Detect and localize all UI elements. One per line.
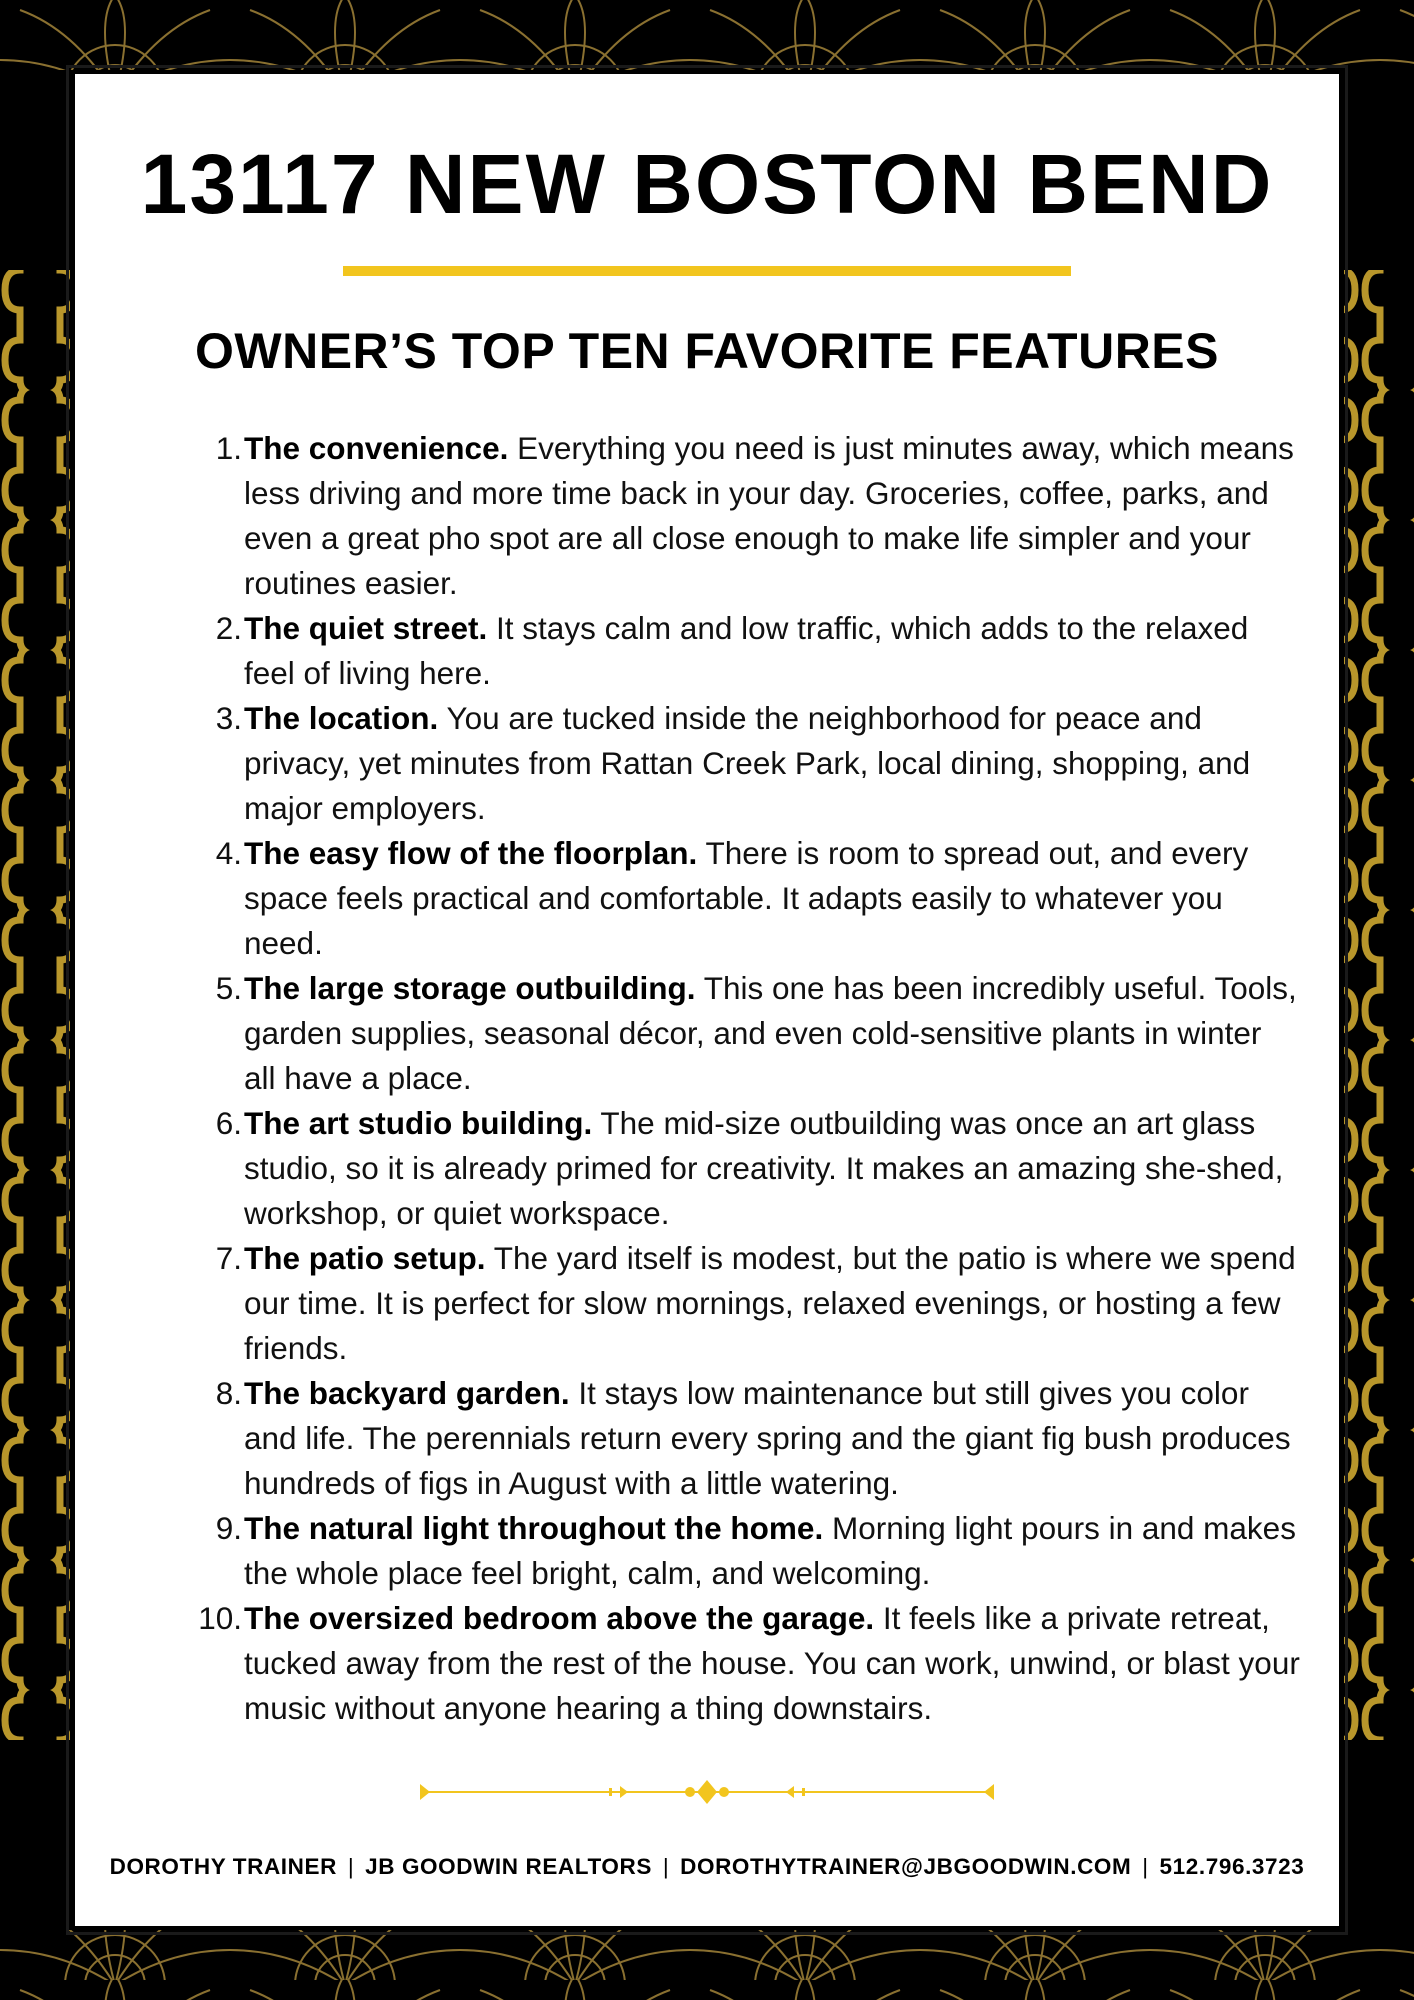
brokerage-name: JB GOODWIN REALTORS	[365, 1854, 652, 1879]
item-number: 4.	[215, 835, 242, 871]
item-text: The mid-size outbuilding was once an art glass studio, so it is already primed for creativity. It makes an amazing she-shed, workshop, or quiet workspace.	[244, 1105, 1284, 1231]
agent-name: DOROTHY TRAINER	[109, 1854, 337, 1879]
list-item	[170, 606, 1300, 696]
item-text: You are tucked inside the neighborhood for peace and privacy, yet minutes from Rattan Creek Park, local dining, shopping, and major employers.	[244, 700, 1251, 826]
agent-email: DOROTHYTRAINER@JBGOODWIN.COM	[680, 1854, 1132, 1879]
item-text: This one has been incredibly useful. Tools, garden supplies, seasonal décor, and even cold-sensitive plants in winter all have a place.	[244, 970, 1297, 1096]
list-item	[170, 426, 1300, 606]
item-text: Morning light pours in and makes the whole place feel bright, calm, and welcoming.	[244, 1510, 1296, 1591]
features-list	[170, 426, 1300, 1731]
item-lead: The oversized bedroom above the garage.	[244, 1600, 875, 1636]
item-lead: The convenience.	[244, 430, 509, 466]
agent-contact-footer	[75, 1854, 1339, 1880]
section-title: OWNER’S TOP TEN FAVORITE FEATURES	[195, 323, 1219, 379]
item-lead: The art studio building.	[244, 1105, 593, 1141]
list-item	[170, 1596, 1300, 1731]
item-lead: The patio setup.	[244, 1240, 486, 1276]
item-number: 7.	[215, 1240, 242, 1276]
list-item	[170, 831, 1300, 966]
item-text: It stays calm and low traffic, which adds to the relaxed feel of living here.	[244, 610, 1249, 691]
item-number: 10.	[198, 1600, 242, 1636]
item-number: 8.	[215, 1375, 242, 1411]
footer-separator: |	[1142, 1854, 1149, 1879]
footer-separator: |	[347, 1854, 355, 1879]
property-address: 13117 NEW BOSTON BEND	[140, 137, 1274, 231]
list-item	[170, 1371, 1300, 1506]
item-number: 2.	[215, 610, 242, 646]
list-item	[170, 696, 1300, 831]
title-underline	[343, 266, 1071, 276]
agent-phone: 512.796.3723	[1159, 1854, 1305, 1879]
ornamental-divider	[420, 1777, 994, 1807]
flyer-sheet	[75, 74, 1339, 1926]
list-item	[170, 966, 1300, 1101]
item-lead: The quiet street.	[244, 610, 488, 646]
item-number: 1.	[215, 430, 242, 466]
item-text: It stays low maintenance but still gives you color and life. The perennials return every spring and the giant fig bush produces hundreds of figs in August with a little watering.	[244, 1375, 1291, 1501]
list-item	[170, 1101, 1300, 1236]
item-text: Everything you need is just minutes away, which means less driving and more time back in your day. Groceries, coffee, parks, and even a great pho spot are all close enough to make life simpler and your routines easier.	[244, 430, 1294, 601]
item-text: The yard itself is modest, but the patio is where we spend our time. It is perfect for slow mornings, relaxed evenings, or hosting a few friends.	[244, 1240, 1296, 1366]
item-text: It feels like a private retreat, tucked away from the rest of the house. You can work, unwind, or blast your music without anyone hearing a thing downstairs.	[244, 1600, 1300, 1726]
item-lead: The location.	[244, 700, 439, 736]
list-item	[170, 1236, 1300, 1371]
item-lead: The natural light throughout the home.	[244, 1510, 824, 1546]
item-lead: The large storage outbuilding.	[244, 970, 696, 1006]
item-text: There is room to spread out, and every space feels practical and comfortable. It adapts easily to whatever you need.	[244, 835, 1249, 961]
list-item	[170, 1506, 1300, 1596]
item-number: 5.	[215, 970, 242, 1006]
item-number: 9.	[215, 1510, 242, 1546]
item-lead: The backyard garden.	[244, 1375, 570, 1411]
item-number: 6.	[215, 1105, 242, 1141]
footer-separator: |	[662, 1854, 670, 1879]
item-lead: The easy flow of the floorplan.	[244, 835, 698, 871]
item-number: 3.	[215, 700, 242, 736]
